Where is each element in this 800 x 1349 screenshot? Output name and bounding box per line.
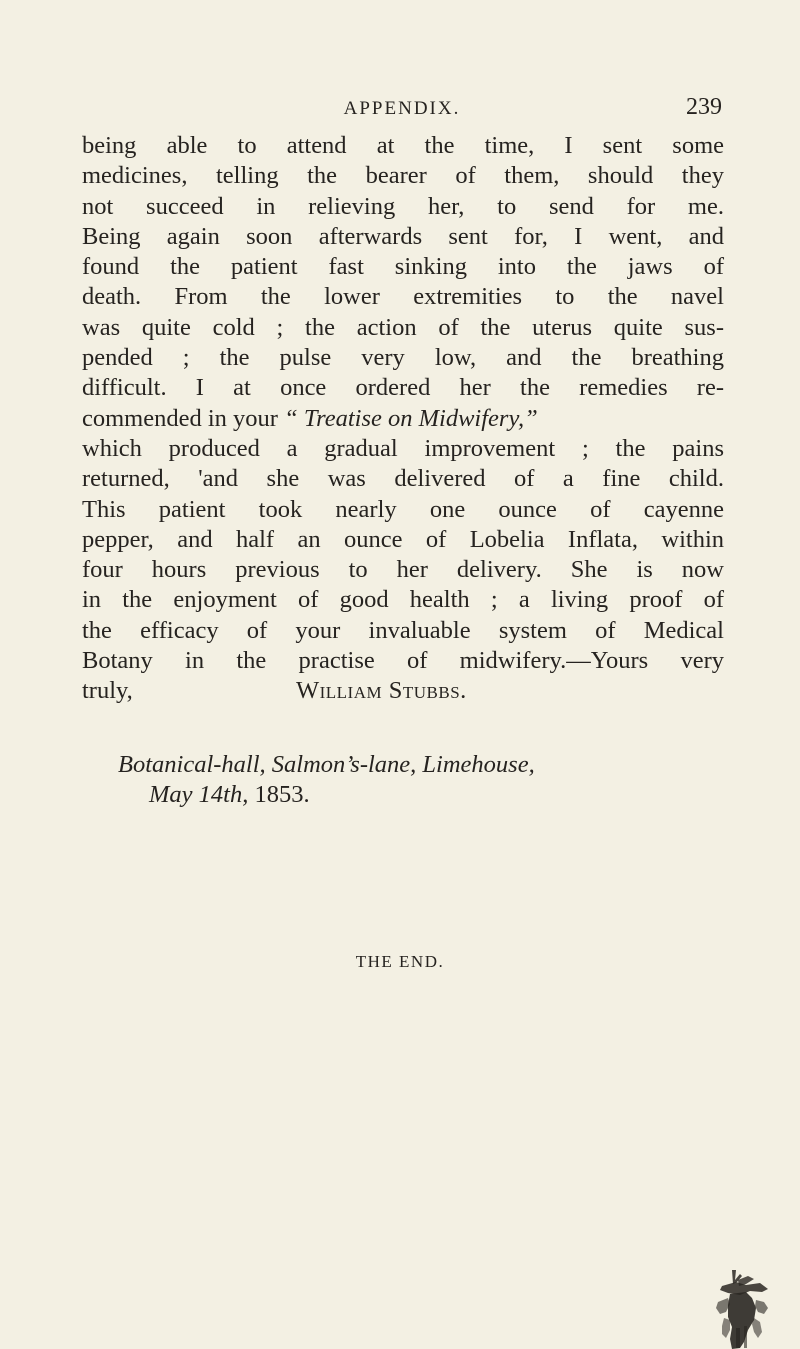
signature-line (82, 676, 724, 706)
text-line: four hours previous to her delivery. She is now (82, 556, 724, 584)
text-line: medicines, telling the bearer of them, should they (82, 162, 724, 190)
signer-name: William Stubbs. (296, 677, 467, 705)
text-line: being able to attend at the time, I sent some (82, 132, 724, 159)
text-line: in the enjoyment of good health ; a living proof of (82, 586, 724, 614)
book-title: “ Treatise on Midwifery,” (284, 404, 538, 432)
letter-date (149, 780, 310, 810)
text-line-with-title (82, 404, 724, 434)
date-month-day: May 14th, (149, 781, 249, 808)
text-line: pepper, and half an ounce of Lobelia Inflata, within (82, 525, 724, 553)
text-line: This patient took nearly one ounce of cayenne (82, 495, 724, 523)
running-header (82, 94, 722, 124)
text-line: found the patient fast sinking into the jaws of (82, 253, 724, 281)
text-line: death. From the lower extremities to the navel (82, 283, 724, 311)
text-segment: commended in your (82, 404, 285, 432)
text-line: pended ; the pulse very low, and the breathing (82, 344, 724, 372)
text-line: the efficacy of your invaluable system of Medical (82, 616, 724, 644)
closing-text: truly, (82, 677, 133, 705)
text-line: which produced a gradual improvement ; the pains (82, 434, 724, 462)
text-line: Botany in the practise of midwifery.—Yours very (82, 647, 724, 675)
date-year: 1853. (248, 781, 310, 808)
header-title: APPENDIX. (343, 98, 461, 119)
letter-address: Botanical-hall, Salmon’s-lane, Limehouse, (118, 751, 535, 778)
page-number: 239 (686, 94, 722, 120)
the-end-label: THE END. (355, 952, 445, 971)
text-line: was quite cold ; the action of the uterus quite sus- (82, 313, 724, 341)
text-line: returned, 'and she was delivered of a fine child. (82, 465, 724, 493)
text-line: difficult. I at once ordered her the remedies re- (82, 374, 724, 402)
body-text (82, 131, 724, 707)
text-line: Being again soon afterwards sent for, I went, and (82, 222, 724, 250)
text-line: not succeed in relieving her, to send for me. (82, 192, 724, 220)
printers-ornament-icon (700, 1268, 780, 1349)
